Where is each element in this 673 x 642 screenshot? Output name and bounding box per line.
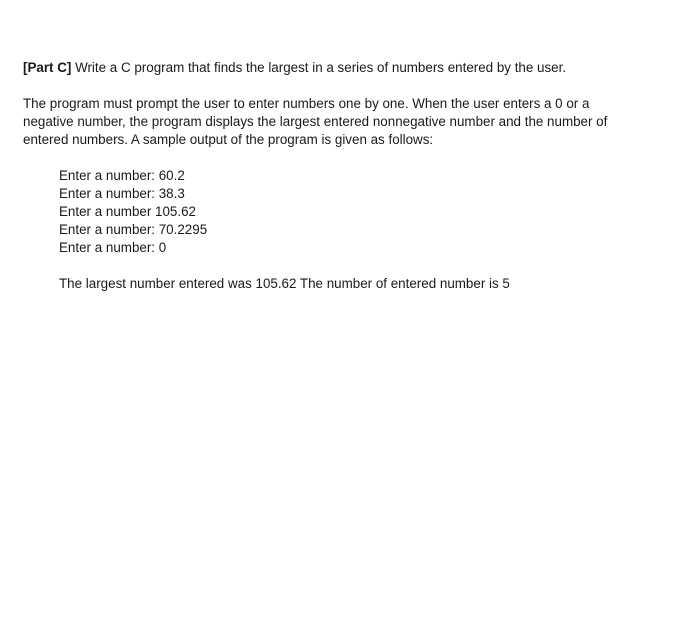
- sample-result: The largest number entered was 105.62 The number of entered number is 5: [59, 276, 510, 291]
- sample-line: Enter a number: 38.3: [59, 186, 185, 201]
- problem-description: The program must prompt the user to enter numbers one by one. When the user enters a 0 or a negative number, the program displays the largest entered nonnegative number and the number of entered numbers. A sample output of the program is given as follows:: [23, 96, 608, 147]
- sample-line: Enter a number 105.62: [59, 204, 196, 219]
- sample-line: Enter a number: 0: [59, 240, 167, 255]
- heading-text: Write a C program that finds the largest in a series of numbers entered by the user.: [71, 60, 567, 75]
- document-body: [23, 59, 653, 293]
- sample-line: Enter a number: 60.2: [59, 168, 185, 183]
- part-label: [Part C]: [23, 60, 72, 75]
- problem-heading: [23, 59, 653, 77]
- sample-output: [59, 167, 653, 257]
- sample-line: Enter a number: 70.2295: [59, 222, 208, 237]
